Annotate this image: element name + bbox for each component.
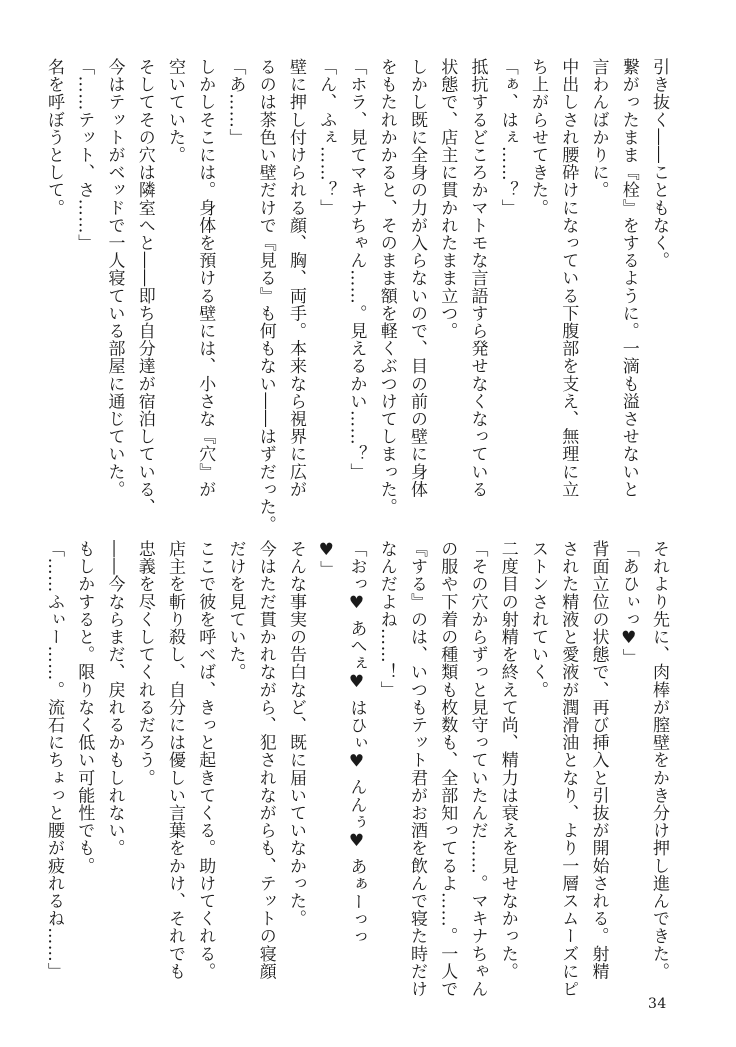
text-line: 空いていた。 — [165, 58, 185, 164]
text-line: 「あひぃっ♥」 — [618, 540, 639, 667]
text-line: 「ぁ、はぇ……？」 — [497, 58, 518, 217]
text-line: 「……ふぃー……。流石にちょっと腰が疲れるね……」 — [44, 540, 64, 980]
text-line: もしかすると。限りなく低い可能性でも。 — [74, 540, 95, 875]
text-line: された精液と愛液が潤滑油となり、より一層スムーズにピ — [558, 540, 579, 998]
text-line: それより先に、肉棒が膣壁をかき分け押し進んできた。 — [649, 540, 669, 980]
text-line: 状態で、店主に貫かれたまま立つ。 — [437, 58, 458, 340]
text-line: 二度目の射精を終えて尚、精力は衰えを見せなかった。 — [497, 540, 518, 980]
text-line: 壁に押し付けられる顔、胸、両手。本来なら視界に広が — [286, 58, 306, 498]
text-line: しかしそこには。身体を預ける壁には、小さな『穴』が — [195, 58, 216, 498]
text-line: 繋がったまま『栓』をするように。一滴も溢させないと — [618, 58, 639, 498]
text-line: ♥」 — [316, 540, 337, 579]
text-line: 「その穴からずっと見守っていたんだ……。マキナちゃん — [467, 540, 488, 998]
text-line: るのは茶色い壁だけで『見る』も何もない――はずだった。 — [255, 58, 276, 534]
text-line: をもたれかかると、そのまま額を軽くぶつけてしまった。 — [376, 58, 397, 516]
text-line: 「ホラ、見てマキナちゃん……。見えるかい……？」 — [346, 58, 367, 481]
text-line: 店主を斬り殺し、自分には優しい言葉をかけ、それでも — [165, 540, 185, 980]
upper-text-block — [39, 58, 674, 534]
text-line: 忠義を尽くしてくれるだろう。 — [134, 540, 155, 787]
text-line: 「……テット、さ……」 — [74, 58, 95, 252]
text-line: 「おっ♥ あへぇ♥ はひぃ♥ んんぅ♥ あぁーっっ — [346, 540, 367, 946]
text-line: 今はただ貫かれながら、犯されながらも、テットの寝顔 — [255, 540, 276, 980]
text-line: 中出しされ腰砕けになっている下腹部を支え、無理に立 — [558, 58, 579, 498]
text-line: 背面立位の状態で、再び挿入と引抜が開始される。射精 — [588, 540, 609, 980]
text-line: ここで彼を呼べば、きっと起きてくる。助けてくれる。 — [195, 540, 216, 980]
text-line: ――今ならまだ、戻れるかもしれない。 — [104, 540, 125, 857]
text-line: の服や下着の種類も枚数も、全部知ってるよ……。一人で — [437, 540, 458, 998]
text-line: 『する』のは、いつもテット君がお酒を飲んで寝た時だけ — [407, 540, 427, 998]
text-line: だけを見ていた。 — [225, 540, 246, 681]
text-line: 今はテットがベッドで一人寝ている部屋に通じていた。 — [104, 58, 125, 498]
text-line: しかし既に全身の力が入らないので、目の前の壁に身体 — [407, 58, 427, 498]
page-number: 34 — [648, 996, 667, 1012]
text-line: 引き抜く――こともなく。 — [649, 58, 669, 270]
text-line: 「あ……」 — [225, 58, 246, 146]
text-line: そんな事実の告白など、既に届いていなかった。 — [286, 540, 306, 928]
text-line: そしてその穴は隣室へと――即ち自分達が宿泊している、 — [134, 58, 155, 516]
text-line: 抵抗するどころかマトモな言語すら発せなくなっている — [467, 58, 488, 498]
text-line: なんだよね……！」 — [376, 540, 397, 699]
text-line: 「ん、ふぇ……？」 — [316, 58, 337, 217]
text-line: 名を呼ぼうとして。 — [44, 58, 64, 217]
text-line: ち上がらせてきた。 — [528, 58, 548, 217]
text-line: 言わんばかりに。 — [588, 58, 609, 199]
text-line: ストンされていく。 — [528, 540, 548, 699]
lower-text-block — [39, 540, 674, 998]
